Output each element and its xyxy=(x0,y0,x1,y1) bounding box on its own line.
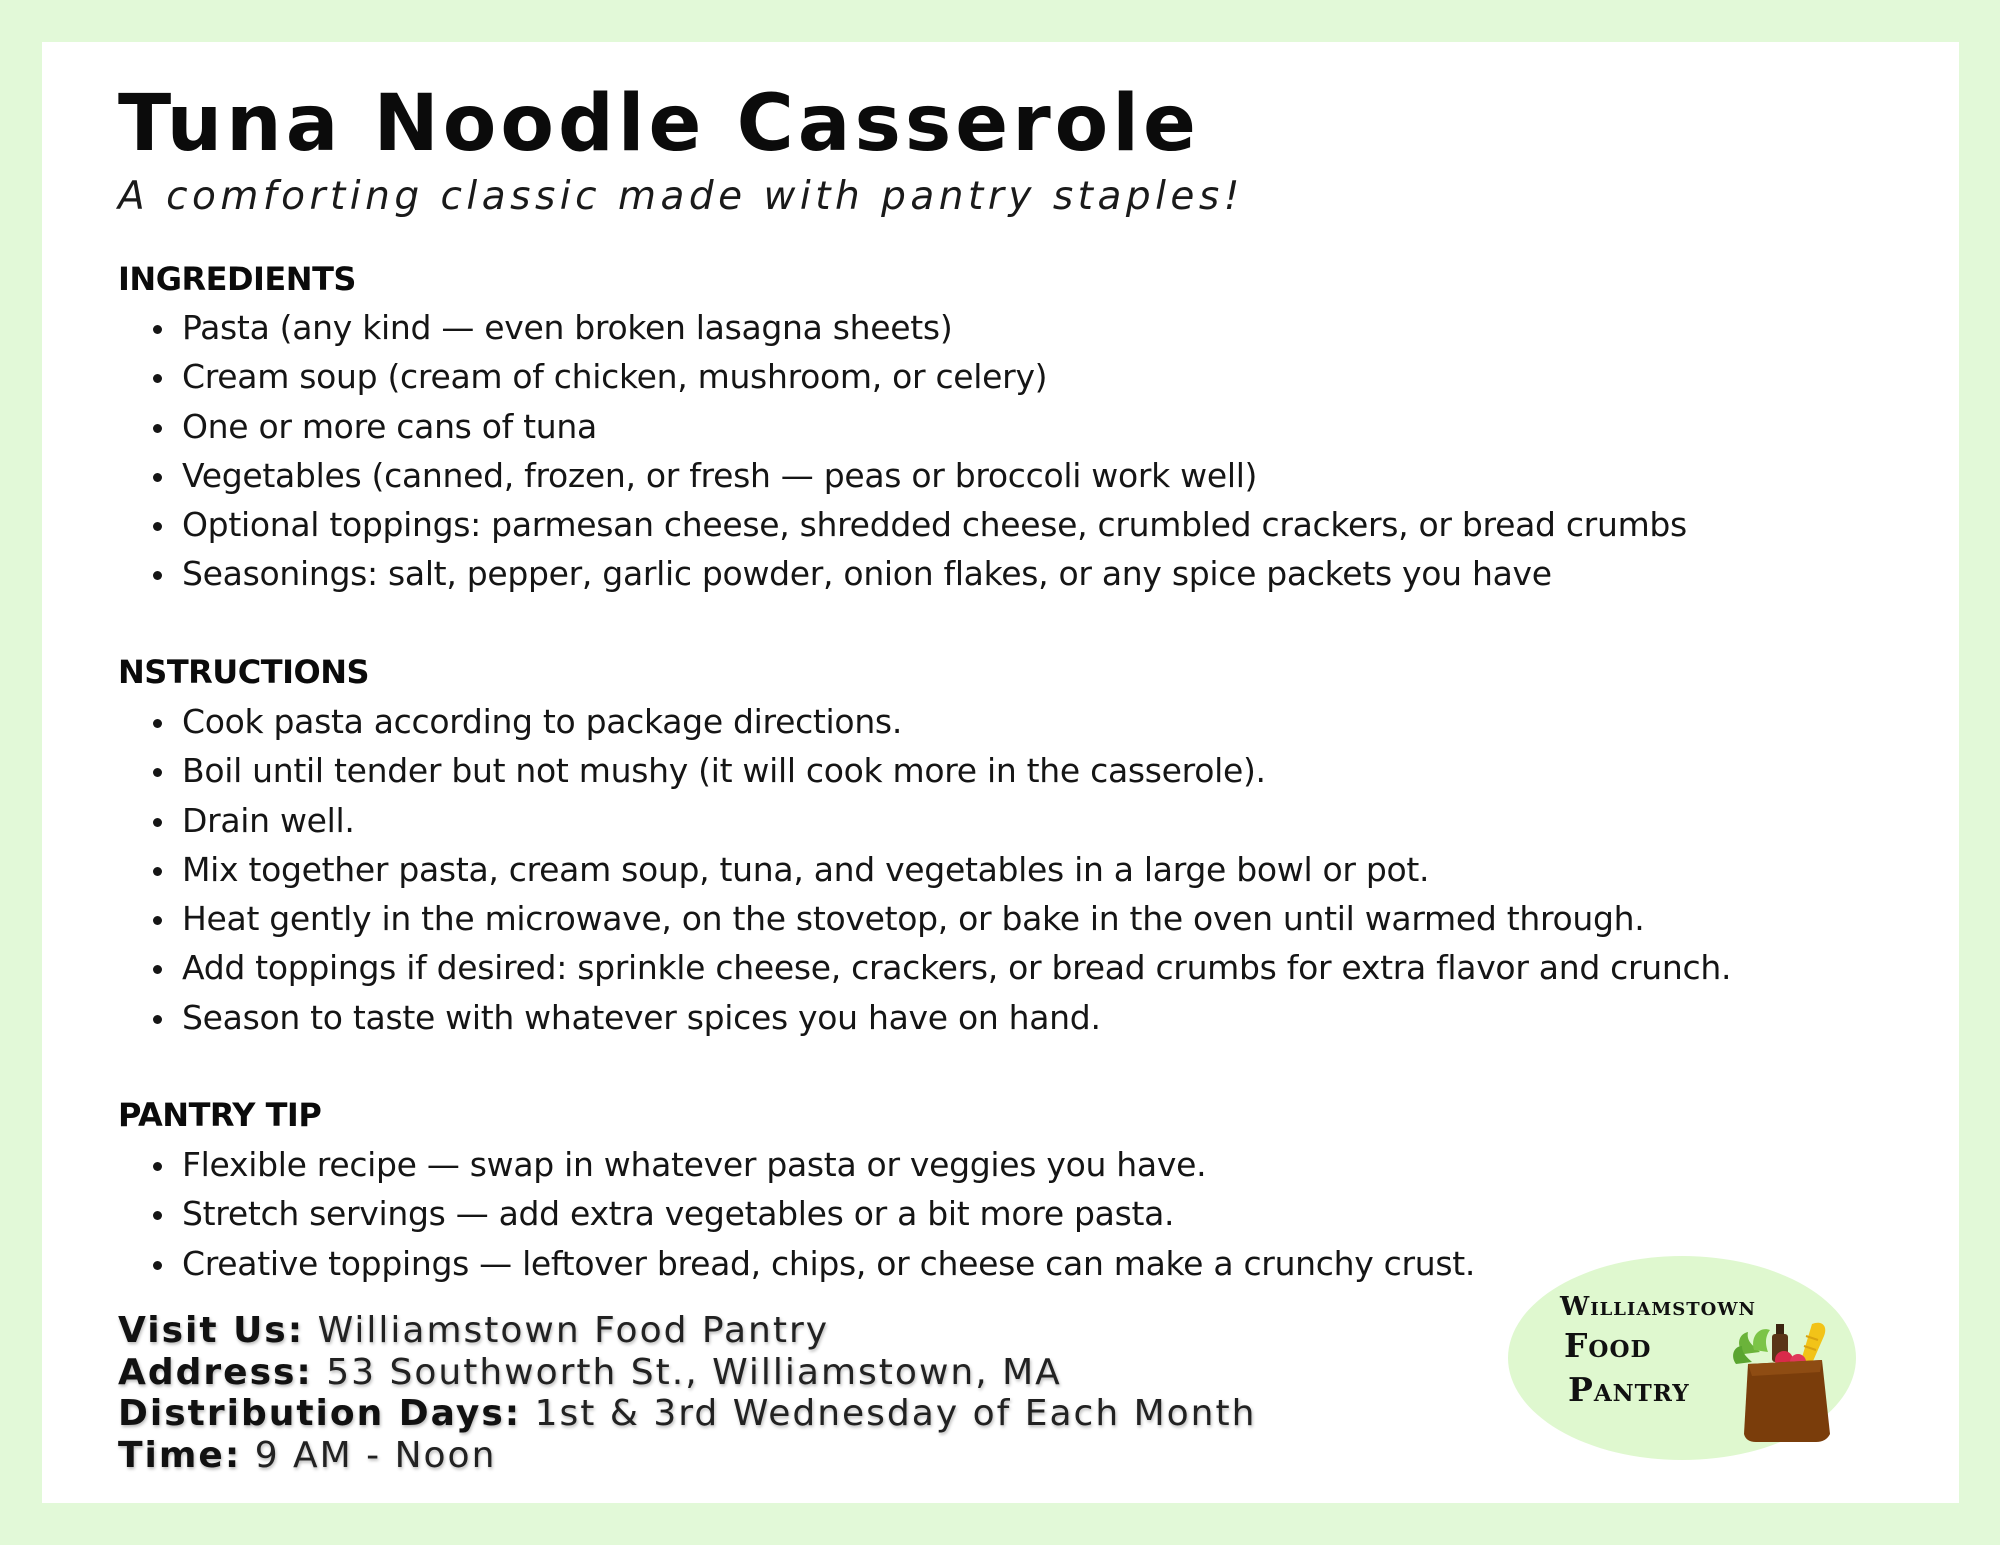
instructions-list xyxy=(140,697,1731,1042)
instruction-step: • Drain well. xyxy=(178,796,1731,845)
address-row xyxy=(118,1352,1256,1394)
instruction-step: • Cook pasta according to package directions. xyxy=(178,697,1731,746)
distribution-days-row xyxy=(118,1393,1256,1435)
pantry-tip-item: • Creative toppings — leftover bread, chips, or cheese can make a crunchy crust. xyxy=(178,1239,1475,1288)
recipe-subtitle: A comforting classic made with pantry staples! xyxy=(118,174,1244,219)
pantry-logo xyxy=(1508,1256,1856,1460)
time-label: Time: xyxy=(118,1434,242,1476)
visit-value: Williamstown Food Pantry xyxy=(317,1310,830,1351)
address-label: Address: xyxy=(118,1351,313,1393)
ingredient-item: • Cream soup (cream of chicken, mushroom, or celery) xyxy=(178,352,1687,401)
grocery-bag-icon xyxy=(1726,1316,1846,1446)
instruction-step: • Season to taste with whatever spices you have on hand. xyxy=(178,993,1731,1042)
time-value: 9 AM - Noon xyxy=(254,1434,497,1476)
instruction-step: • Mix together pasta, cream soup, tuna, and vegetables in a large bowl or pot. xyxy=(178,845,1731,894)
logo-text-line1: Williamstown xyxy=(1560,1292,1756,1322)
visit-row xyxy=(118,1310,1256,1352)
ingredients-list xyxy=(140,303,1687,599)
pantry-tip-item: • Stretch servings — add extra vegetables or a bit more pasta. xyxy=(178,1189,1475,1238)
ingredient-item: • Seasonings: salt, pepper, garlic powder, onion flakes, or any spice packets you have xyxy=(178,549,1687,598)
ingredient-item: • Vegetables (canned, frozen, or fresh — peas or broccoli work well) xyxy=(178,451,1687,500)
distribution-days-value: 1st & 3rd Wednesday of Each Month xyxy=(534,1393,1257,1434)
address-value: 53 Southworth St., Williamstown, MA xyxy=(326,1351,1062,1393)
instruction-step: • Add toppings if desired: sprinkle cheese, crackers, or bread crumbs for extra flavor and crunch. xyxy=(178,943,1731,992)
visit-info xyxy=(118,1310,1256,1476)
visit-label: Visit Us: xyxy=(118,1310,305,1351)
instructions-heading: NSTRUCTIONS xyxy=(118,653,370,691)
instruction-step: • Heat gently in the microwave, on the stovetop, or bake in the oven until warmed through. xyxy=(178,894,1731,943)
ingredient-item: • One or more cans of tuna xyxy=(178,402,1687,451)
ingredient-item: • Pasta (any kind — even broken lasagna sheets) xyxy=(178,303,1687,352)
recipe-title: Tuna Noodle Casserole xyxy=(118,79,1200,169)
ingredients-heading: INGREDIENTS xyxy=(118,260,356,298)
ingredient-item: • Optional toppings: parmesan cheese, shredded cheese, crumbled crackers, or bread crumbs xyxy=(178,500,1687,549)
logo-text-line2: Food xyxy=(1564,1326,1652,1365)
distribution-days-label: Distribution Days: xyxy=(118,1393,522,1434)
pantry-tip-item: • Flexible recipe — swap in whatever pasta or veggies you have. xyxy=(178,1140,1475,1189)
logo-text-line3: Pantry xyxy=(1568,1370,1690,1409)
pantry-tip-list xyxy=(140,1140,1475,1288)
time-row xyxy=(118,1435,1256,1477)
pantry-tip-heading: PANTRY TIP xyxy=(118,1096,322,1134)
instruction-step: • Boil until tender but not mushy (it will cook more in the casserole). xyxy=(178,746,1731,795)
